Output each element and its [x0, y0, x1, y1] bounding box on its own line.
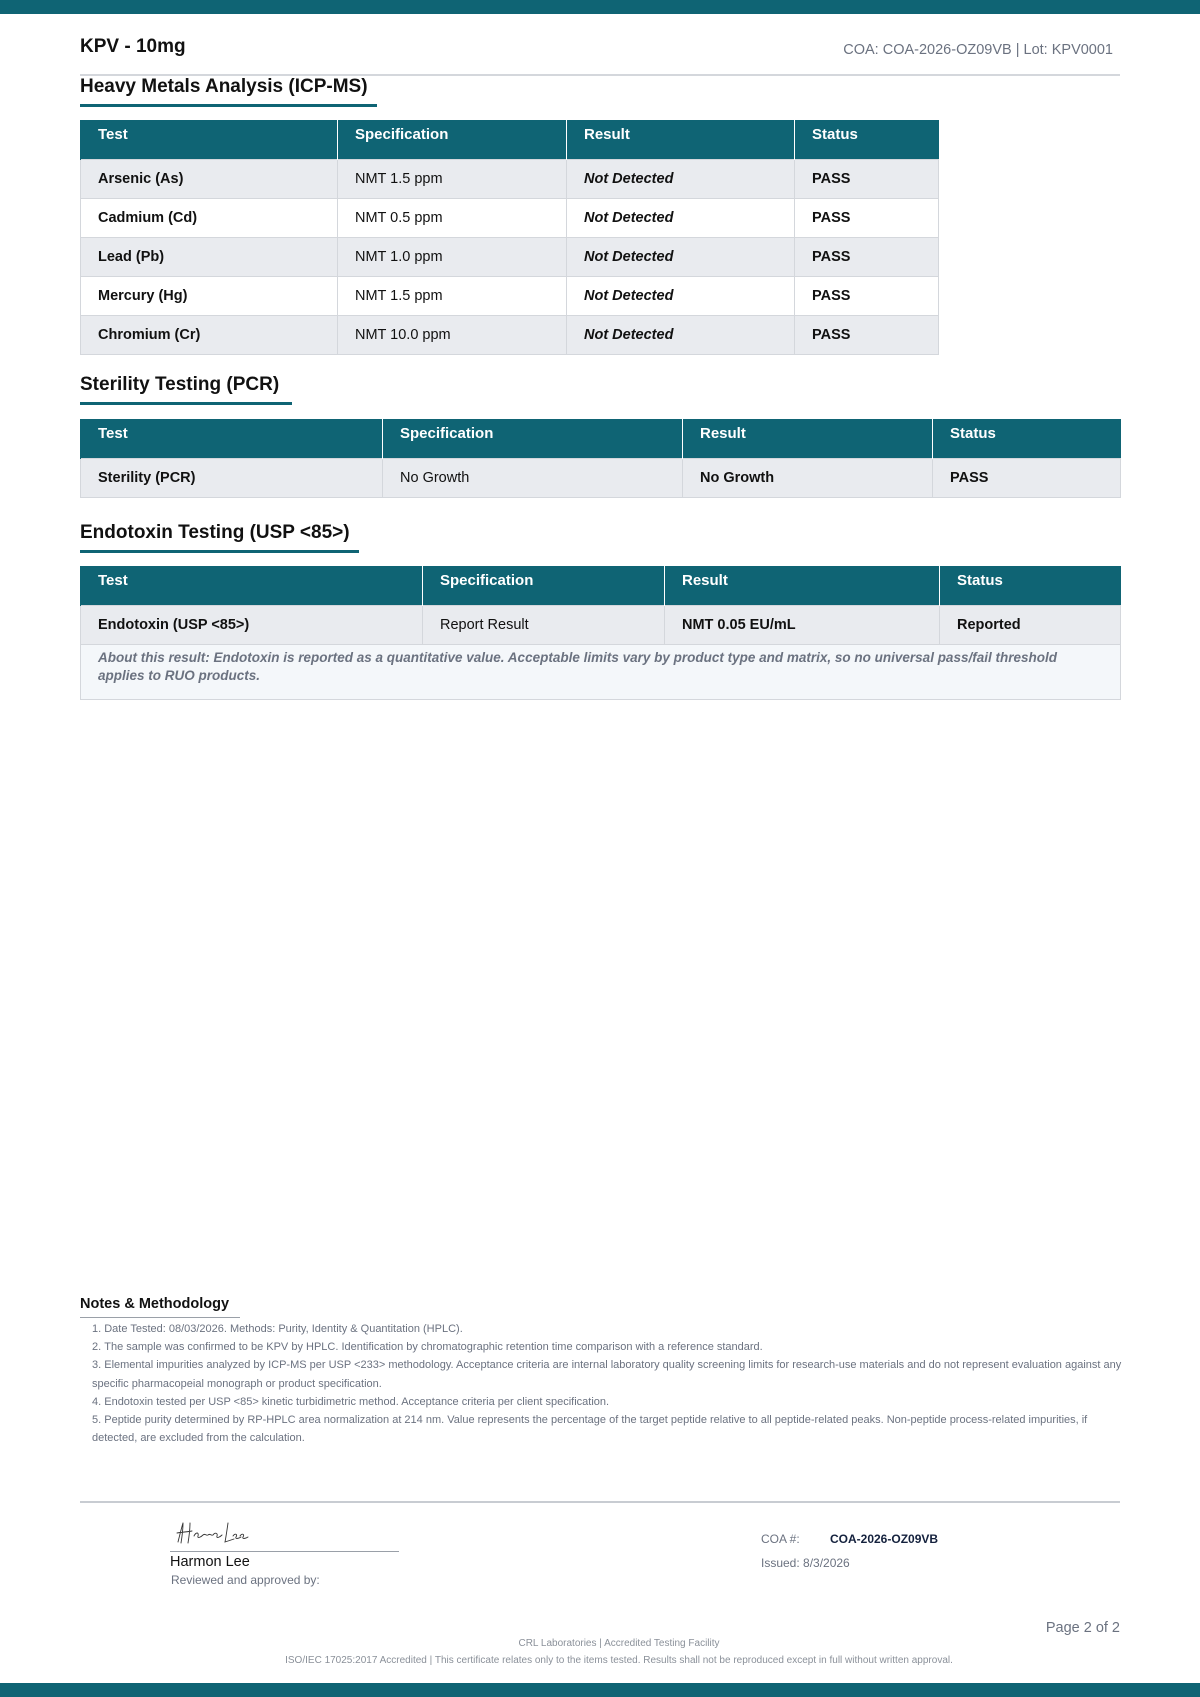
endotoxin-note: About this result: Endotoxin is reported as a quantitative value. Acceptable limits vary by product type and matrix, so no universal pass/fail threshold applies to RUO products.	[81, 645, 1121, 700]
test-name: Mercury (Hg)	[81, 277, 338, 316]
column-header: Specification	[338, 120, 567, 160]
heavy-metals-title: Heavy Metals Analysis (ICP-MS)	[80, 76, 368, 97]
approved-label: Reviewed and approved by:	[171, 1573, 320, 1587]
notes-title: Notes & Methodology	[80, 1296, 230, 1312]
note-item: 1. Date Tested: 08/03/2026. Methods: Purity, Identity & Quantitation (HPLC).	[92, 1320, 1132, 1338]
signer-name: Harmon Lee	[170, 1554, 250, 1570]
product-title: KPV - 10mg	[80, 36, 186, 57]
specification: NMT 10.0 ppm	[338, 316, 567, 355]
table-header-row	[81, 419, 1121, 459]
specification: NMT 1.0 ppm	[338, 238, 567, 277]
endotoxin-title: Endotoxin Testing (USP <85>)	[80, 522, 350, 543]
note-row	[81, 645, 1121, 700]
coa-number-label: COA #:	[761, 1532, 800, 1546]
result: NMT 0.05 EU/mL	[665, 606, 940, 645]
specification: Report Result	[423, 606, 665, 645]
signature-line	[170, 1551, 399, 1552]
result: Not Detected	[567, 199, 795, 238]
notes-divider	[80, 1317, 240, 1318]
test-name: Endotoxin (USP <85>)	[81, 606, 423, 645]
column-header: Result	[683, 419, 933, 459]
test-name: Cadmium (Cd)	[81, 199, 338, 238]
table-row	[81, 160, 939, 199]
heavy-metals-underline	[80, 104, 377, 107]
sterility-table	[80, 419, 1121, 498]
endotoxin-table	[80, 566, 1121, 700]
specification: NMT 1.5 ppm	[338, 277, 567, 316]
coa-number: COA-2026-OZ09VB	[830, 1532, 939, 1546]
test-name: Arsenic (As)	[81, 160, 338, 199]
specification: No Growth	[383, 459, 683, 498]
note-item: 3. Elemental impurities analyzed by ICP-MS per USP <233> methodology. Acceptance criteria are internal laboratory quality screening limits for research-use materials and do not represent evaluation against any specific pharmacopeial monograph or product specification.	[92, 1356, 1132, 1392]
column-header: Result	[567, 120, 795, 160]
result: No Growth	[683, 459, 933, 498]
specification: NMT 0.5 ppm	[338, 199, 567, 238]
column-header: Specification	[423, 566, 665, 606]
column-header: Test	[81, 566, 423, 606]
endotoxin-underline	[80, 550, 359, 553]
coa-lot-reference: COA: COA-2026-OZ09VB | Lot: KPV0001	[843, 42, 1113, 58]
column-header: Status	[933, 419, 1121, 459]
notes-list	[80, 1320, 1132, 1447]
result: Not Detected	[567, 160, 795, 199]
heavy-metals-table	[80, 120, 939, 355]
issued-date: Issued: 8/3/2026	[761, 1556, 850, 1570]
column-header: Result	[665, 566, 940, 606]
test-name: Sterility (PCR)	[81, 459, 383, 498]
top-accent-bar	[0, 0, 1200, 14]
note-item: 2. The sample was confirmed to be KPV by HPLC. Identification by chromatographic retention time comparison with a reference standard.	[92, 1338, 1132, 1356]
table-row	[81, 199, 939, 238]
status-badge: PASS	[795, 277, 939, 316]
bottom-accent-bar	[0, 1683, 1200, 1697]
result: Not Detected	[567, 238, 795, 277]
result: Not Detected	[567, 316, 795, 355]
table-row	[81, 316, 939, 355]
specification: NMT 1.5 ppm	[338, 160, 567, 199]
table-row	[81, 277, 939, 316]
column-header: Specification	[383, 419, 683, 459]
column-header: Test	[81, 120, 338, 160]
table-header-row	[81, 120, 939, 160]
table-row	[81, 459, 1121, 498]
column-header: Status	[795, 120, 939, 160]
note-item: 5. Peptide purity determined by RP-HPLC area normalization at 214 nm. Value represents the percentage of the target peptide relative to all peptide-related peaks. Non-peptide process-related impurities, if detected, are excluded from the calculation.	[92, 1411, 1132, 1447]
footer-divider	[80, 1501, 1120, 1503]
status-badge: PASS	[795, 199, 939, 238]
status-badge: PASS	[795, 160, 939, 199]
status-badge: Reported	[940, 606, 1121, 645]
status-badge: PASS	[795, 238, 939, 277]
table-row	[81, 238, 939, 277]
status-badge: PASS	[795, 316, 939, 355]
accreditation-disclaimer: ISO/IEC 17025:2017 Accredited | This certificate relates only to the items tested. Results shall not be reproduced except in full without written approval.	[285, 1655, 953, 1666]
lab-name: CRL Laboratories | Accredited Testing Facility	[518, 1638, 720, 1649]
result: Not Detected	[567, 277, 795, 316]
note-item: 4. Endotoxin tested per USP <85> kinetic turbidimetric method. Acceptance criteria per client specification.	[92, 1393, 1132, 1411]
table-row	[81, 606, 1121, 645]
test-name: Chromium (Cr)	[81, 316, 338, 355]
test-name: Lead (Pb)	[81, 238, 338, 277]
column-header: Test	[81, 419, 383, 459]
page-number: Page 2 of 2	[1045, 1620, 1120, 1636]
sterility-underline	[80, 402, 292, 405]
column-header: Status	[940, 566, 1121, 606]
table-header-row	[81, 566, 1121, 606]
status-badge: PASS	[933, 459, 1121, 498]
sterility-title: Sterility Testing (PCR)	[80, 374, 280, 395]
signature	[174, 1520, 249, 1546]
page-header	[80, 32, 1120, 76]
